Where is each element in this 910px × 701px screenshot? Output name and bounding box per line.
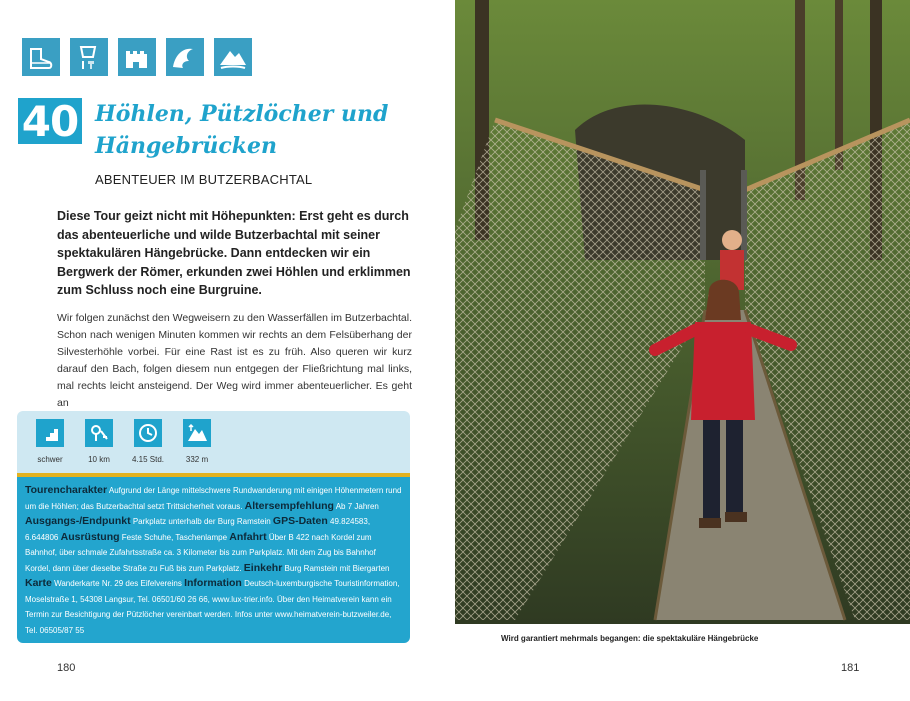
stat-difficulty: [25, 419, 75, 464]
ausgang-text: Parkplatz unterhalb der Burg Ramstein: [132, 517, 271, 526]
photo-illustration: [455, 0, 910, 624]
title-line-1: Höhlen, Pützlöcher und: [95, 101, 389, 127]
info-box: [17, 411, 410, 643]
stats-band: [17, 411, 410, 473]
photo-caption: Wird garantiert mehrmals begangen: die spektakuläre Hängebrücke: [501, 634, 759, 643]
tourencharakter-text: Aufgrund der Länge mittelschwere Rundwanderung mit einigen Höhenmetern rund um die Höhlen; das Butzerbachtal setzt Trittsicherheit voraus.: [25, 486, 402, 511]
stat-elevation: [172, 419, 222, 464]
einkehr-heading: Einkehr: [243, 561, 283, 574]
page-number-right: 181: [841, 662, 860, 674]
intro-paragraph: Diese Tour geizt nicht mit Höhepunkten: Erst geht es durch das abenteuerliche und wilde Butzerbachtal mit seiner spektakulären Hängebrücke. Dann entdecken wir ein Bergwerk der Römer, erkunden zwei Höhlen und erklimmen zum Schluss noch eine Burgruine.: [57, 209, 411, 297]
castle-icon: [118, 38, 156, 76]
title-line-2: Hängebrücken: [95, 133, 278, 159]
anfahrt-text: Über B 422 nach Kordel zum Bahnhof, über schmale Zufahrtsstraße ca. 3 Kilometer bis zum Parkplatz. Mit dem Zug bis Bahnhof Kordel, dann über dieselbe Straße zu Fuß bis zum Parkplatz.: [25, 532, 376, 573]
page-title: [95, 98, 425, 162]
clock-icon: [134, 419, 162, 447]
tour-details: [17, 477, 410, 643]
food-bowl-icon: [70, 38, 108, 76]
anfahrt-heading: Anfahrt: [229, 530, 267, 543]
category-icons: [22, 38, 252, 76]
ausruestung-text: Feste Schuhe, Taschenlampe: [121, 532, 228, 542]
karte-heading: Karte: [25, 577, 52, 589]
difficulty-icon: [36, 419, 64, 447]
elevation-icon: [183, 419, 211, 447]
stat-distance: [74, 419, 124, 464]
tourencharakter-heading: Tourencharakter: [25, 484, 108, 496]
mountain-icon: [214, 38, 252, 76]
subtitle: ABENTEUER IM BUTZERBACHTAL: [95, 172, 313, 187]
stat-label: 332 m: [185, 455, 209, 464]
ausruestung-heading: Ausrüstung: [60, 530, 120, 543]
gps-text: 49.824583, 6.644806: [25, 517, 371, 542]
tour-number: 40: [18, 98, 82, 144]
karte-text: Wanderkarte Nr. 29 des Eifelvereins: [54, 579, 182, 588]
einkehr-text: Burg Ramstein mit Biergarten: [284, 563, 390, 573]
body-paragraph: Wir folgen zunächst den Wegweisern zu den Wasserfällen im Butzerbachtal. Schon nach wenigen Minuten kommen wir rechts an dem Felsüberhang der Silvesterhöhle vorbei. Für eine Rast ist es zu früh. Also queren wir kurz darauf den Bach, folgen diesem nun entgegen der Fließrichtung mal links, mal rechts leicht ansteigend. Der Weg wird immer abenteuerlicher. Es geht an: [57, 312, 412, 409]
information-heading: Information: [184, 577, 242, 589]
page-number-left: 180: [57, 662, 76, 674]
suspension-bridge-photo: [455, 0, 910, 624]
alter-text: Ab 7 Jahren: [335, 501, 379, 511]
distance-icon: [85, 419, 113, 447]
alter-heading: Altersempfehlung: [244, 499, 334, 512]
stat-duration: [123, 419, 173, 464]
information-text: Deutsch-luxemburgische Touristinformation, Moselstraße 1, 54308 Langsur, Tel. 06501/60 26 66, www.lux-trier.info. Über den Heimatverein kann ein Termin zur Besichtigung der Pützlöcher vereinbart werden. Infos unter www.heimatverein-butzweiler.de, Tel. 06505/87 55: [25, 579, 400, 635]
wave-icon: [166, 38, 204, 76]
stat-label: 10 km: [88, 455, 110, 464]
stat-label: schwer: [37, 455, 63, 464]
hiking-boot-icon: [22, 38, 60, 76]
ausgang-heading: Ausgangs-/Endpunkt: [25, 515, 131, 527]
gps-heading: GPS-Daten: [272, 515, 328, 527]
stat-label: 4.15 Std.: [131, 455, 165, 464]
right-page: [455, 0, 910, 701]
